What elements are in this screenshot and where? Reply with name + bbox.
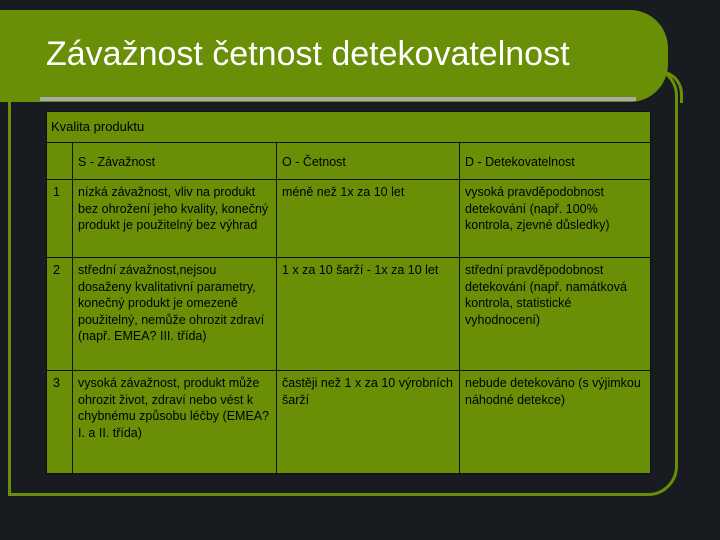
header-detection: D - Detekovatelnost (460, 143, 651, 180)
title-rule (40, 97, 636, 101)
detection-cell: nebude detekováno (s výjimkou náhodné detekce) (460, 371, 651, 474)
occurrence-cell: častěji než 1 x za 10 výrobních šarží (277, 371, 460, 474)
header-cell-empty (47, 143, 73, 180)
header-row (47, 143, 651, 180)
severity-cell: nízká závažnost, vliv na produkt bez ohrožení jeho kvality, konečný produkt je použitelný bez výhrad (73, 180, 277, 258)
detection-cell: střední pravděpodobnost detekování (např. namátková kontrola, statistické vyhodnocení) (460, 258, 651, 371)
severity-cell: vysoká závažnost, produkt může ohrozit život, zdraví nebo vést k chybnému způsobu léčby (EMEA? I. a II. třída) (73, 371, 277, 474)
table-row (47, 180, 651, 258)
severity-cell: střední závažnost,nejsou dosaženy kvalitativní parametry, konečný produkt je omezeně použitelný, nemůže ohrozit zdraví (např. EMEA? III. třída) (73, 258, 277, 371)
quality-table-wrap (46, 111, 650, 474)
occurrence-cell: 1 x za 10 šarží - 1x za 10 let (277, 258, 460, 371)
row-number: 1 (47, 180, 73, 258)
slide-title: Závažnost četnost detekovatelnost (46, 35, 570, 73)
quality-table (46, 111, 651, 474)
table-row (47, 371, 651, 474)
table-caption: Kvalita produktu (47, 112, 651, 143)
row-number: 3 (47, 371, 73, 474)
row-number: 2 (47, 258, 73, 371)
table-row (47, 258, 651, 371)
detection-cell: vysoká pravděpodobnost detekování (např. 100% kontrola, zjevné důsledky) (460, 180, 651, 258)
header-occurrence: O - Četnost (277, 143, 460, 180)
occurrence-cell: méně než 1x za 10 let (277, 180, 460, 258)
caption-row (47, 112, 651, 143)
header-severity: S - Závažnost (73, 143, 277, 180)
frame-accent (640, 70, 683, 103)
